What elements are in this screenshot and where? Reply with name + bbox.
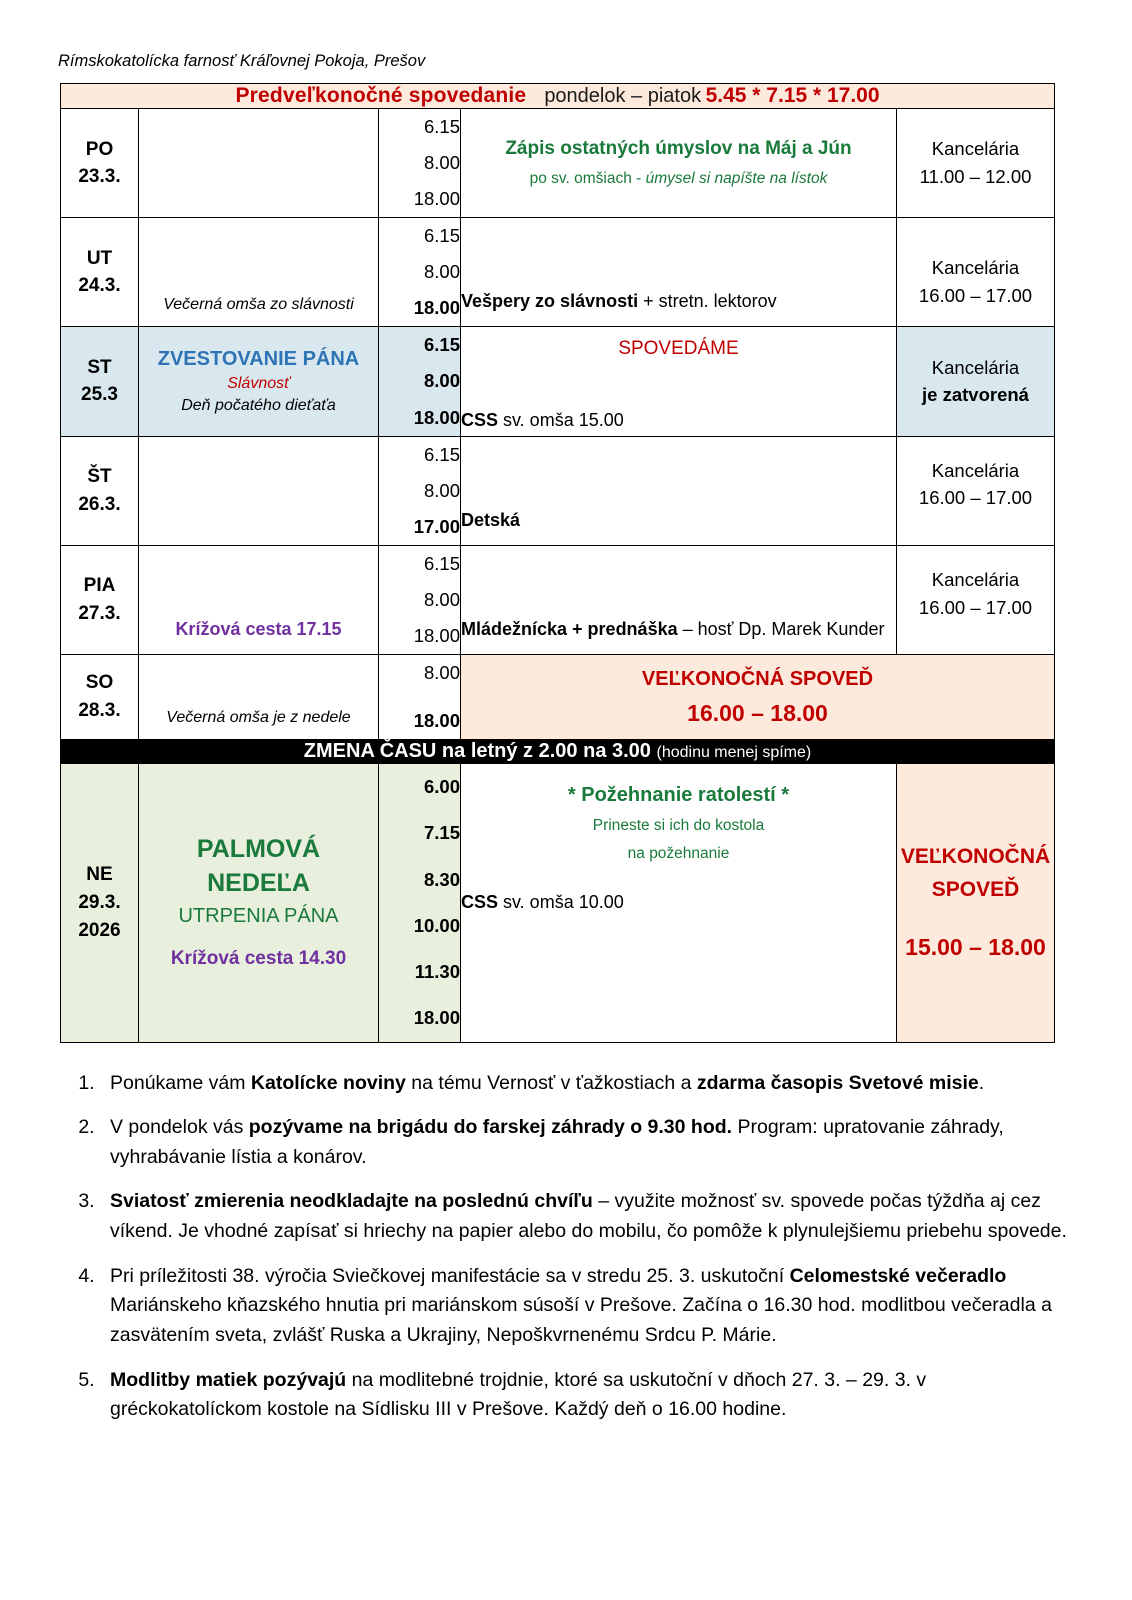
palm-sunday-subtitle: UTRPENIA PÁNA xyxy=(178,905,339,928)
day-cell-sun xyxy=(61,764,139,1043)
note-cell-wed xyxy=(139,327,379,436)
announcement-text: V pondelok vás pozývame na brigádu do farskej záhrady o 9.30 hod. Program: upratovanie záhrady, vyhrabávanie lístia a konárov. xyxy=(110,1116,1004,1168)
table-row xyxy=(61,654,1055,739)
table-row xyxy=(61,545,1055,654)
office-closed: je zatvorená xyxy=(922,384,1029,406)
table-banner-row xyxy=(61,84,1055,109)
confession-banner xyxy=(61,84,1055,109)
office-cell-tue xyxy=(897,218,1055,327)
list-item xyxy=(100,1262,1076,1351)
desc-cell-sun xyxy=(461,764,897,1043)
banner-times: 5.45 * 7.15 * 17.00 xyxy=(705,84,880,107)
office-label: Kancelária xyxy=(931,356,1020,378)
mass-time: 8.00 xyxy=(423,152,460,174)
day-abbr: UT xyxy=(86,247,113,269)
confession-notice: SPOVEDÁME xyxy=(618,337,739,359)
day-year: 2026 xyxy=(78,919,121,941)
time-change-main: ZMENA ČASU na letný z 2.00 na 3.00 xyxy=(303,740,651,763)
day-date: 28.3. xyxy=(78,700,121,721)
day-cell-thu xyxy=(61,436,139,545)
mass-time: 8.00 xyxy=(423,479,460,501)
mass-time: 6.15 xyxy=(423,116,460,137)
mass-time: 11.30 xyxy=(414,961,460,983)
palm-blessing-sub2: na požehnanie xyxy=(627,844,730,862)
day-cell-fri xyxy=(61,545,139,654)
intentions-notice: Zápis ostatných úmyslov na Máj a Jún xyxy=(505,138,852,160)
table-row xyxy=(61,109,1055,218)
palm-blessing-sub1: Prineste si ich do kostola xyxy=(592,817,765,835)
mass-time: 8.30 xyxy=(423,868,460,890)
list-item xyxy=(100,1113,1076,1172)
day-date: 27.3. xyxy=(78,602,121,624)
note-text: Večerná omša zo slávnosti xyxy=(163,295,354,313)
mass-time: 18.00 xyxy=(413,624,460,646)
youth-mass-rest: – hosť Dp. Marek Kunder xyxy=(677,619,885,640)
day-abbr: ST xyxy=(87,356,112,378)
feast-title: ZVESTOVANIE PÁNA xyxy=(157,348,360,371)
office-label: Kancelária xyxy=(931,138,1020,160)
note-cell-sat xyxy=(139,654,379,739)
day-cell-wed xyxy=(61,327,139,436)
announcement-text: Ponúkame vám Katolícke noviny na tému Vernosť v ťažkostiach a zdarma časopis Svetové misie. xyxy=(110,1071,985,1094)
desc-cell-wed xyxy=(461,327,897,436)
stations-of-cross: Krížová cesta 14.30 xyxy=(170,948,347,970)
day-date: 25.3 xyxy=(81,384,118,406)
note-cell-thu xyxy=(139,436,379,545)
table-row xyxy=(61,740,1055,764)
mass-time: 8.00 xyxy=(423,661,460,683)
mass-time: 6.00 xyxy=(423,776,460,798)
list-item xyxy=(100,1187,1076,1246)
office-label: Kancelária xyxy=(931,257,1020,279)
parish-name: Rímskokatolícka farnosť Kráľovnej Pokoja, Prešov xyxy=(58,52,426,70)
time-change-banner xyxy=(61,740,1055,764)
palm-sunday-title-2: NEDEĽA xyxy=(207,868,310,897)
easter-confession-hours: 16.00 – 18.00 xyxy=(687,699,828,726)
office-hours: 16.00 – 17.00 xyxy=(918,487,1033,509)
palm-sunday-title-1: PALMOVÁ xyxy=(196,834,321,863)
times-cell-mon xyxy=(379,109,461,218)
announcements-list xyxy=(56,1069,1076,1425)
mass-time: 6.15 xyxy=(423,334,460,356)
times-cell-thu xyxy=(379,436,461,545)
announcement-text: Sviatosť zmierenia neodkladajte na poslednú chvíľu – využite možnosť sv. spovede počas týždňa aj cez víkend. Je vhodné zapísať si hriechy na papier alebo do mobilu, čo pomôže k plynulejšiemu priebehu spovede. xyxy=(110,1190,1067,1243)
table-row xyxy=(61,218,1055,327)
list-item xyxy=(100,1069,1076,1099)
css-rest: sv. omša 15.00 xyxy=(498,410,624,431)
easter-confession-hours: 15.00 – 18.00 xyxy=(905,934,1046,960)
office-hours: 16.00 – 17.00 xyxy=(918,596,1033,618)
mass-time: 10.00 xyxy=(413,914,460,936)
table-row xyxy=(61,327,1055,436)
desc-cell-tue xyxy=(461,218,897,327)
day-cell-tue xyxy=(61,218,139,327)
mass-time: 6.15 xyxy=(423,552,460,574)
css-rest: sv. omša 10.00 xyxy=(498,891,624,912)
note-cell-fri xyxy=(139,545,379,654)
times-cell-sat xyxy=(379,654,461,739)
easter-confession-line2: SPOVEĎ xyxy=(931,878,1020,902)
day-date: 24.3. xyxy=(78,275,121,297)
youth-mass-label: Mládežnícka + prednáška xyxy=(461,619,678,640)
mass-time: 18.00 xyxy=(413,1007,460,1029)
stations-of-cross: Krížová cesta 17.15 xyxy=(175,618,342,639)
times-cell-sun xyxy=(379,764,461,1043)
mass-schedule-table xyxy=(60,83,1055,1043)
office-hours: 16.00 – 17.00 xyxy=(918,284,1033,306)
announcement-text: Modlitby matiek pozývajú na modlitebné trojdnie, ktoré sa uskutoční v dňoch 27. 3. – 29. 3. v gréckokatolíckom kostole na Sídlisku III v Prešove. Každý deň o 16.00 hodine. xyxy=(110,1368,927,1421)
mass-time: 18.00 xyxy=(413,297,460,319)
day-abbr: PIA xyxy=(83,575,116,597)
easter-confession-sun xyxy=(897,764,1055,1043)
day-abbr: ŠT xyxy=(87,466,112,488)
day-cell-sat xyxy=(61,654,139,739)
desc-cell-thu xyxy=(461,436,897,545)
easter-confession-line1: VEĽKONOČNÁ xyxy=(900,844,1051,868)
office-cell-mon xyxy=(897,109,1055,218)
mass-time: 6.15 xyxy=(423,443,460,465)
note-cell-sun xyxy=(139,764,379,1043)
easter-confession-title: VEĽKONOČNÁ SPOVEĎ xyxy=(641,667,874,690)
desc-cell-fri xyxy=(461,545,897,654)
intentions-sub xyxy=(530,170,828,187)
day-abbr: SO xyxy=(85,672,114,694)
mass-time: 6.15 xyxy=(423,225,460,247)
note-cell-mon xyxy=(139,109,379,218)
css-label: CSS xyxy=(461,410,499,431)
day-date: 29.3. xyxy=(78,892,121,914)
announcement-text: Pri príležitosti 38. výročia Sviečkovej manifestácie sa v stredu 25. 3. uskutoční Celomestské večeradlo Mariánskeho kňazského hnutia pri mariánskom súsoší v Prešove. Začína o 16.30 hod. modlitbou večeradla a zasvätením sveta, zvlášť Ruska a Ukrajiny, Nepoškvrnenému Srdcu P. Márie. xyxy=(110,1264,1052,1346)
office-label: Kancelária xyxy=(931,568,1020,590)
office-cell-fri xyxy=(897,545,1055,654)
times-cell-fri xyxy=(379,545,461,654)
time-change-small: (hodinu menej spíme) xyxy=(656,744,812,762)
day-cell-mon xyxy=(61,109,139,218)
note-cell-tue xyxy=(139,218,379,327)
day-date: 23.3. xyxy=(78,166,121,188)
office-label: Kancelária xyxy=(931,459,1020,481)
office-hours: 11.00 – 12.00 xyxy=(919,166,1032,188)
mass-time: 8.00 xyxy=(423,261,460,283)
day-abbr: NE xyxy=(86,864,113,886)
mass-time: 18.00 xyxy=(413,188,460,210)
desc-cell-mon xyxy=(461,109,897,218)
table-row xyxy=(61,764,1055,1043)
office-cell-wed xyxy=(897,327,1055,436)
table-row xyxy=(61,436,1055,545)
day-abbr: PO xyxy=(85,138,114,160)
times-cell-wed xyxy=(379,327,461,436)
times-cell-tue xyxy=(379,218,461,327)
vespers-label: Vešpery zo slávnosti xyxy=(461,291,639,312)
day-date: 26.3. xyxy=(78,493,121,515)
intentions-sub-a: po sv. omšiach - xyxy=(529,169,646,187)
css-label: CSS xyxy=(461,891,499,912)
intentions-sub-b: úmysel si napíšte na lístok xyxy=(645,169,828,187)
mass-time: 18.00 xyxy=(413,406,460,428)
vespers-rest: + stretn. lektorov xyxy=(638,291,777,312)
feast-rank: Slávnosť xyxy=(227,375,290,393)
banner-title: Predveľkonočné spovedanie xyxy=(235,84,527,107)
palm-blessing-title: * Požehnanie ratolestí * xyxy=(567,784,790,807)
note-text: Večerná omša je z nedele xyxy=(166,708,351,726)
childrens-mass-label: Detská xyxy=(461,509,521,530)
banner-days: pondelok – piatok xyxy=(544,85,702,107)
mass-time: 8.00 xyxy=(423,588,460,610)
mass-time: 18.00 xyxy=(413,710,460,731)
mass-time: 8.00 xyxy=(423,370,460,392)
easter-confession-sat xyxy=(461,654,1055,739)
mass-time: 7.15 xyxy=(423,822,460,844)
office-cell-thu xyxy=(897,436,1055,545)
mass-time: 17.00 xyxy=(413,515,460,537)
feast-subtitle: Deň počatého dieťaťa xyxy=(181,397,336,415)
list-item xyxy=(100,1366,1076,1425)
